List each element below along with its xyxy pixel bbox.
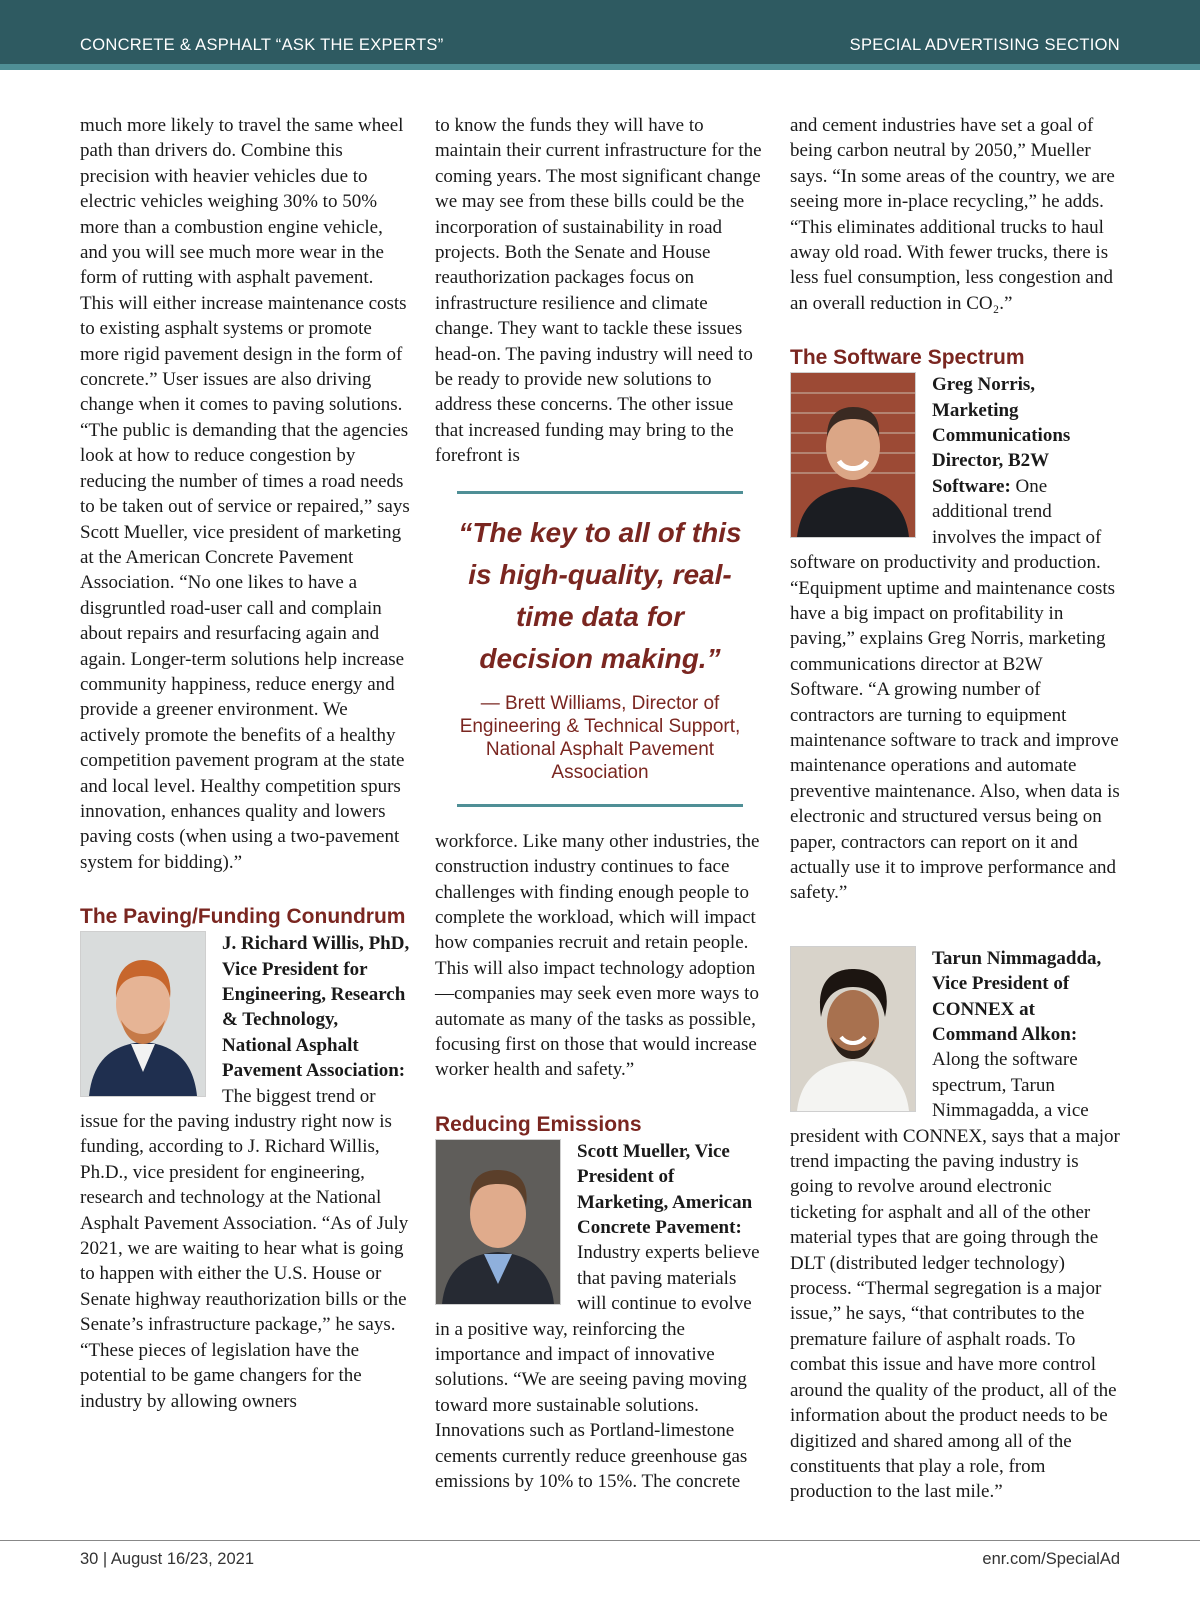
- section-heading-paving-funding: The Paving/Funding Conundrum: [80, 905, 406, 929]
- portrait-icon: [791, 947, 915, 1111]
- pull-quote: [457, 491, 743, 807]
- portrait-icon: [436, 1140, 560, 1304]
- body-paragraph: much more likely to travel the same wheel path than drivers do. Combine this precision with heavier vehicles due to electric vehicles weighing 30% to 50% more than a combustion engine vehicle, and you will see much more wear in the form of rutting with asphalt pavement. This will either increase maintenance costs to existing asphalt systems or promote more rigid pavement design in the form of concrete.” User issues are also driving change when it comes to paving solutions. “The public is demanding that the agencies look at how to reduce congestion by reducing the number of times a road needs to be taken out of service or repaired,” says Scott Mueller, vice president of marketing at the American Concrete Pavement Association. “No one likes to have a disgruntled road-user call and complain about repairs and resurfacing again and again. Longer-term solutions help increase community happiness, reduce energy and provide a greener environment. We actively promote the benefits of a healthy competition pavement program at the state and local level. Healthy competition spurs innovation, enhances quality and lowers paving costs (when using a two-pavement system for bidding).”: [80, 115, 410, 873]
- expert-photo-norris: [790, 372, 916, 538]
- expert-name-nimmagadda: Tarun Nimmagadda, Vice President of CONNEX at Command Alkon:: [932, 947, 1102, 1045]
- body-paragraph: and cement industries have set a goal of being carbon neutral by 2050,” Mueller says. “In some areas of the country, we are seeing more in-place recycling,” he adds. “This eliminates additional trucks to haul away old road. With fewer trucks, there is less fuel consumption, less congestion and an overall reduction in CO₂.”: [790, 115, 1115, 314]
- body-paragraph: One additional trend involves the impact of software on productivity and production. “Equipment uptime and maintenance costs have a big impact on profitability in paving,” explains Greg Norris, marketing communications director at B2W Software. “A growing number of contractors are turning to equipment maintenance software to track and improve maintenance operations and automate preventive maintenance. Also, when data is electronic and structured versus being on paper, contractors can report on it and actually use it to improve performance and safety.”: [790, 475, 1120, 904]
- portrait-icon: [81, 932, 205, 1096]
- portrait-icon: [791, 373, 915, 537]
- pull-quote-attribution: — Brett Williams, Director of Engineering & Technical Support, National Asphalt Pavement Association: [459, 692, 741, 783]
- body-paragraph: to know the funds they will have to maintain their current infrastructure for the coming years. The most significant change we may see from these bills could be the incorporation of sustainability in road projects. Both the Senate and House reauthorization packages focus on infrastructure resilience and climate change. They want to tackle these issues head-on. The paving industry will need to be ready to provide new solutions to address these concerns. The other issue that increased funding may bring to the forefront is: [435, 115, 762, 467]
- expert-name-norris: Greg Norris, Marketing Communications Director, B2W Software:: [932, 374, 1071, 497]
- body-paragraph: The biggest trend or issue for the paving industry right now is funding, according to J. Richard Willis, Ph.D., vice president for engineering, research and technology at the National Asphalt Pavement Association. “As of July 2021, we are waiting to hear what is going to happen with either the U.S. House or Senate highway reauthorization bills or the Senate’s infrastructure package,” he says. “These pieces of legislation have the potential to be game changers for the industry by allowing owners: [80, 1085, 409, 1412]
- section-heading-software-spectrum: The Software Spectrum: [790, 346, 1025, 370]
- header-section-title: CONCRETE & ASPHALT “ASK THE EXPERTS”: [80, 36, 444, 54]
- column-2: [435, 113, 765, 1494]
- expert-photo-mueller: [435, 1139, 561, 1305]
- column-3: [790, 113, 1120, 1505]
- pull-quote-text: “The key to all of this is high-quality, real-time data for decision making.”: [458, 516, 742, 674]
- body-paragraph: Along the software spectrum, Tarun Nimmagadda, a vice president with CONNEX, says that a major trend impacting the paving industry is going to revolve around electronic ticketing for asphalt and all of the other material types that are going through the DLT (distributed ledger technology) process. “Thermal segregation is a major issue,” he says, “that contributes to the premature failure of asphalt roads. To combat this issue and have more control around the quality of the product, all of the information about the product needs to be digitized and shared among all of the constituents that play a role, from production to the last mile.”: [790, 1049, 1120, 1503]
- body-paragraph: Industry experts believe that paving materials will continue to evolve in a positive way, reinforcing the importance and impact of innovative solutions. “We are seeing paving moving toward more sustainable solutions. Innovations such as Portland-limestone cements currently reduce greenhouse gas emissions by 10% to 15%. The concrete: [435, 1242, 760, 1493]
- footer-divider: [0, 1540, 1200, 1541]
- expert-photo-nimmagadda: [790, 946, 916, 1112]
- expert-name-mueller: Scott Mueller, Vice President of Marketing, American Concrete Pavement:: [577, 1140, 753, 1238]
- page-number-date: 30 | August 16/23, 2021: [80, 1550, 255, 1568]
- section-heading-reducing-emissions: Reducing Emissions: [435, 1112, 642, 1136]
- footer-url: enr.com/SpecialAd: [982, 1550, 1120, 1568]
- body-paragraph: workforce. Like many other industries, the construction industry continues to face challenges with finding enough people to complete the workload, which will impact how companies recruit and retain people. This will also impact technology adoption—companies may seek even more ways to automate as many of the tasks as possible, focusing first on those that would increase worker health and safety.”: [435, 830, 760, 1081]
- column-1: [80, 113, 410, 1414]
- page-header: [0, 0, 1200, 70]
- expert-photo-willis: [80, 931, 206, 1097]
- header-advertising-label: SPECIAL ADVERTISING SECTION: [849, 36, 1120, 54]
- expert-name-willis: J. Richard Willis, PhD, Vice President for Engineering, Research & Technology, National Asphalt Pavement Association:: [222, 933, 410, 1082]
